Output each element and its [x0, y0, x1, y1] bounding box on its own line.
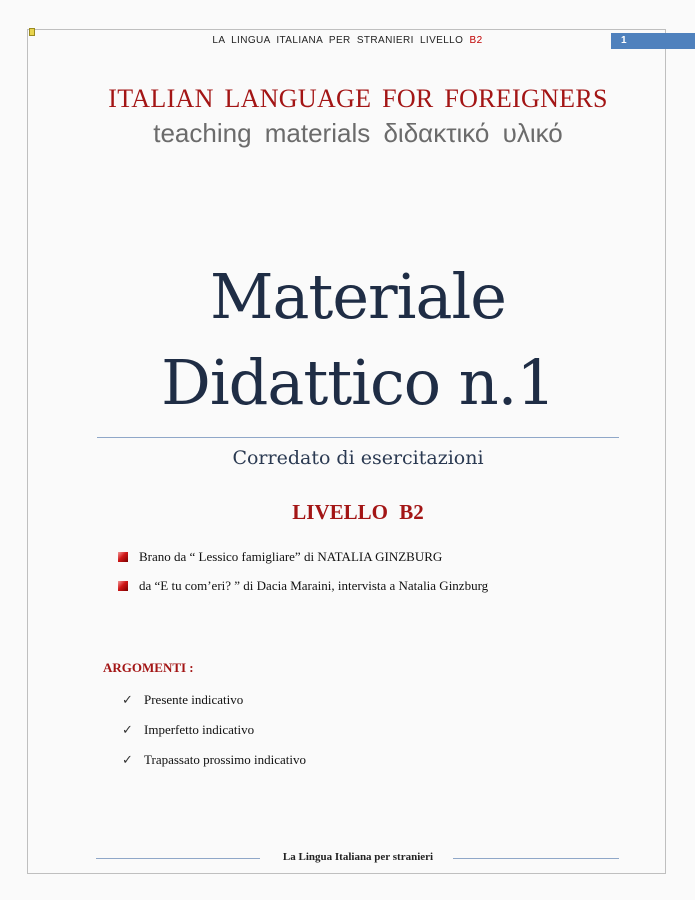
topic-item [122, 745, 306, 775]
title-divider [97, 437, 619, 438]
red-square-bullet-icon [118, 552, 128, 562]
footer-rule-right [453, 858, 619, 859]
tagline-materials: teaching materials διδακτικό υλικό [153, 118, 563, 148]
page-title-line-2: Didattico n.1 [161, 346, 555, 419]
topic-item-text: Presente indicativo [144, 692, 244, 707]
topic-item-text: Trapassato prossimo indicativo [144, 752, 307, 767]
running-header-title: LA LINGUA ITALIANA PER STRANIERI LIVELLO [212, 35, 464, 46]
source-item-text: Brano da “ Lessico famigliare” di NATALIA GINZBURG [139, 548, 443, 564]
page-title-line-1: Materiale [209, 260, 506, 333]
topic-item [122, 685, 306, 715]
topic-item-text: Imperfetto indicativo [144, 722, 255, 737]
source-item-text: da “E tu com’eri? ” di Dacia Maraini, intervista a Natalia Ginzburg [139, 577, 489, 593]
page-number-tab: 1 [611, 33, 695, 49]
topics-heading: ARGOMENTI : [103, 660, 194, 675]
red-square-bullet-icon [118, 581, 128, 591]
page-title [0, 254, 695, 426]
tagline-english: ITALIAN LANGUAGE FOR FOREIGNERS [108, 84, 608, 113]
source-item [118, 542, 488, 571]
running-header [0, 35, 695, 46]
source-item [118, 571, 488, 600]
checkmark-icon: ✓ [122, 752, 133, 768]
topic-item [122, 715, 306, 745]
topic-list [122, 685, 306, 775]
page-subtitle: Corredato di esercitazioni [232, 447, 484, 469]
footer-text: La Lingua Italiana per stranieri [282, 851, 434, 863]
source-list [118, 542, 488, 600]
running-header-level: B2 [469, 35, 483, 46]
checkmark-icon: ✓ [122, 692, 133, 708]
checkmark-icon: ✓ [122, 722, 133, 738]
level-heading: LIVELLO B2 [292, 500, 424, 524]
